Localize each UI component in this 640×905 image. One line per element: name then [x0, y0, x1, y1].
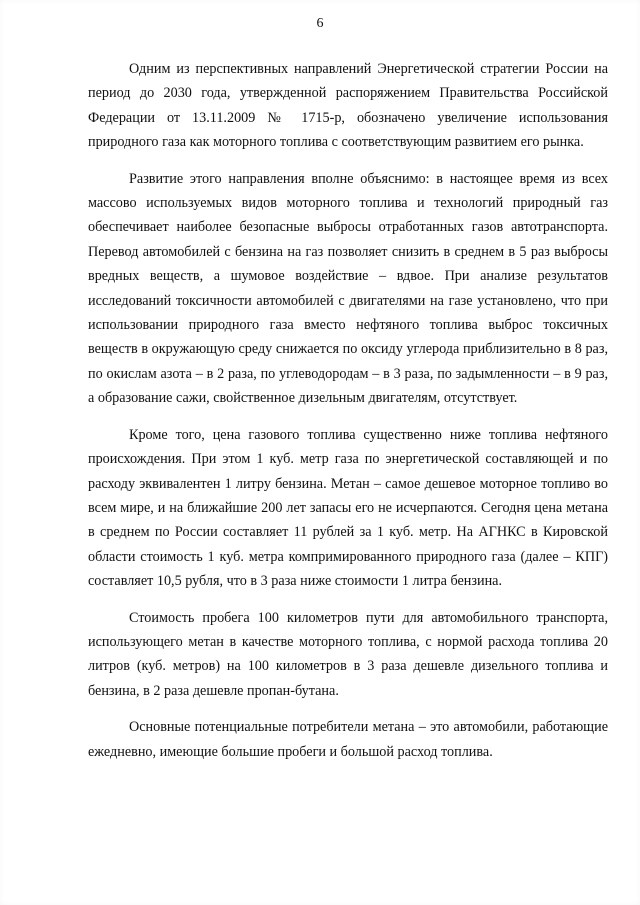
- paragraph-gas-price: Кроме того, цена газового топлива существенно ниже топлива нефтяного происхождения. При этом 1 куб. метр газа по энергетической составляющей и по расходу эквивалентен 1 литру бензина. Метан – самое дешевое моторное топливо во всем мире, и на ближайшие 200 лет запасы его не исчерпаются. Сегодня цена метана в среднем по России составляет 11 рублей за 1 куб. метр. На АГНКС в Кировской области стоимость 1 куб. метра компримированного природного газа (далее – КПГ) составляет 10,5 рубля, что в 3 раза ниже стоимости 1 литра бензина.: [88, 426, 608, 590]
- page-number: 6: [316, 16, 324, 31]
- paragraph-energy-strategy: Одним из перспективных направлений Энергетической стратегии России на период до 2030 года, утвержденной распоряжением Правительства Российской Федерации от 13.11.2009 № 1715-р, обозначено увеличение использования природного газа как моторного топлива с соответствующим развитием его рынка.: [88, 61, 608, 151]
- paragraph-consumers: Основные потенциальные потребители метана – это автомобили, работающие ежедневно, имеющие большие пробеги и большой расход топлива.: [88, 719, 608, 760]
- document-body: [88, 57, 608, 764]
- paragraph-mileage-cost: Стоимость пробега 100 километров пути для автомобильного транспорта, использующего метан в качестве моторного топлива, с нормой расхода топлива 20 литров (куб. метров) на 100 километров в 3 раза дешевле дизельного топлива и бензина, в 2 раза дешевле пропан-бутана.: [88, 609, 608, 699]
- paragraph-emissions: Развитие этого направления вполне объяснимо: в настоящее время из всех массово используемых видов моторного топлива и технологий природный газ обеспечивает наиболее безопасные выбросы отработанных газов автотранспорта. Перевод автомобилей с бензина на газ позволяет снизить в среднем в 5 раз выбросы вредных веществ, а шумовое воздействие – вдвое. При анализе результатов исследований токсичности автомобилей с двигателями на газе установлено, что при использовании природного газа вместо нефтяного топлива выброс токсичных веществ в окружающую среду снижается по оксиду углерода приблизительно в 8 раз, по окислам азота – в 2 раза, по углеводородам – в 3 раза, по задымленности – в 9 раз, а образование сажи, свойственное дизельным двигателям, отсутствует.: [88, 170, 608, 407]
